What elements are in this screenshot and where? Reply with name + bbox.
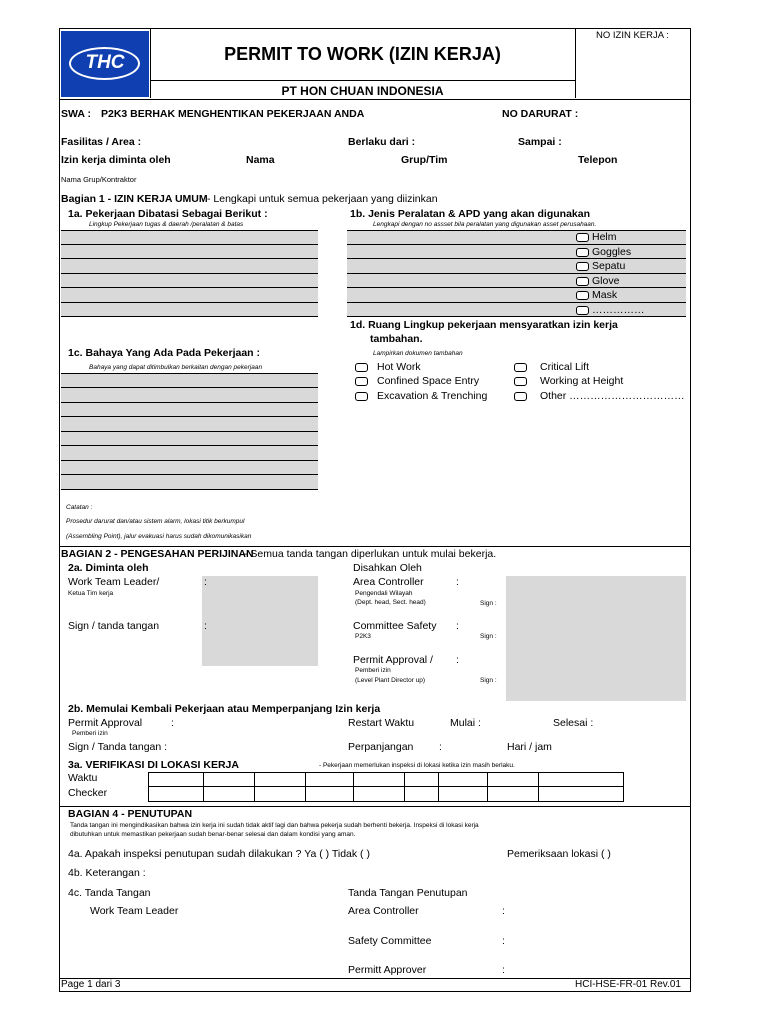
checker-label: Checker <box>68 787 108 799</box>
approval-sign-field[interactable] <box>506 576 686 701</box>
page-title: PERMIT TO WORK (IZIN KERJA) <box>224 44 501 64</box>
bagian4-desc-2: dibutuhkan untuk memastikan pekerjaan sudah benar-benar selesai dan dalam kondisi yang aman. <box>70 831 356 838</box>
helm-checkbox[interactable] <box>576 233 589 242</box>
sign-area: Sign : <box>480 600 497 607</box>
section-2a-title: 2a. Diminta oleh <box>68 562 149 574</box>
bagian4-title: BAGIAN 4 - PENUTUPAN <box>68 808 193 820</box>
work-team-leader-sub: Ketua Tim kerja <box>68 590 114 597</box>
work-team-leader-label: Work Team Leader/ <box>68 576 160 588</box>
apd-helm-label: Helm <box>592 231 617 243</box>
goggles-checkbox[interactable] <box>576 248 589 257</box>
section-2b-title: 2b. Memulai Kembali Pekerjaan atau Memperpanjang Izin kerja <box>68 703 381 715</box>
sepatu-checkbox[interactable] <box>576 262 589 271</box>
excavation-label: Excavation & Trenching <box>377 390 488 402</box>
waktu-label: Waktu <box>68 772 98 784</box>
question-4a: 4a. Apakah inspeksi penutupan sudah dilakukan ? Ya ( ) Tidak ( ) <box>68 848 370 860</box>
pemeriksaan-lokasi: Pemeriksaan lokasi ( ) <box>507 848 611 860</box>
catatan-line-2: (Assembling Point), jalur evakuasi harus sudah dikomunikasikan <box>66 533 252 540</box>
mulai-label: Mulai : <box>450 717 481 729</box>
closing-safety-committee: Safety Committee <box>348 935 432 947</box>
colon-7: : <box>439 741 442 753</box>
working-height-label: Working at Height <box>540 375 624 387</box>
area-controller-sub-2: (Dept. head, Sect. head) <box>355 599 426 606</box>
area-controller-label: Area Controller <box>353 576 424 588</box>
grup-label: Grup/Tim <box>401 154 448 166</box>
section-1c-note: Bahaya yang dapat ditimbulkan berkaitan dengan pekerjaan <box>89 364 263 371</box>
bagian1-desc: - Lengkapi untuk semua pekerjaan yang diizinkan <box>207 193 438 205</box>
confined-space-checkbox[interactable] <box>355 377 368 386</box>
apd-sepatu-label: Sepatu <box>592 260 626 272</box>
bagian1-title: Bagian 1 - IZIN KERJA UMUM <box>61 193 208 205</box>
nama-label: Nama <box>246 154 275 166</box>
permit-approval-sub-1: Pemberi izin <box>355 667 391 674</box>
sign-label: Sign / tanda tangan <box>68 620 160 632</box>
colon-3: : <box>456 576 459 588</box>
apd-glove-label: Glove <box>592 275 620 287</box>
document-code: HCI-HSE-FR-01 Rev.01 <box>575 979 681 990</box>
mask-checkbox[interactable] <box>576 291 589 300</box>
sign-safety: Sign : <box>480 633 497 640</box>
excavation-checkbox[interactable] <box>355 392 368 401</box>
section-1a-note: Lingkup Pekerjaan tugas & daerah /peralatan & batas <box>89 221 244 228</box>
other-apd-checkbox[interactable] <box>576 306 589 315</box>
sign-approval: Sign : <box>480 677 497 684</box>
apd-mask-label: Mask <box>592 289 618 301</box>
closing-area-controller: Area Controller <box>348 905 419 917</box>
section-1b-note: Lengkapi dengan no assset bila peralatan yang digunakan asset perusahaan. <box>373 221 597 228</box>
izin-diminta-label: Izin kerja diminta oleh <box>61 154 171 166</box>
critical-lift-label: Critical Lift <box>540 361 590 373</box>
other-permit-checkbox[interactable] <box>514 392 527 401</box>
question-4c: 4c. Tanda Tangan <box>68 887 151 899</box>
colon-4: : <box>456 620 459 632</box>
hari-jam-label: Hari / jam <box>507 741 552 753</box>
closing-permit-approver: Permitt Approver <box>348 964 427 976</box>
company-logo <box>61 31 149 97</box>
grup-kontraktor-label: Nama Grup/Kontraktor <box>61 175 137 184</box>
permit-approval-label: Permit Approval / <box>353 654 433 666</box>
selesai-label: Selesai : <box>553 717 594 729</box>
permit-approval-sub-2: (Level Plant Director up) <box>355 677 426 684</box>
colon-2: : <box>204 620 207 632</box>
colon-9: : <box>502 935 505 947</box>
colon-1: : <box>204 576 207 588</box>
section-1d-note: Lampirkan dokumen tambahan <box>373 350 463 357</box>
swa-label: SWA : <box>61 108 91 120</box>
verification-grid[interactable] <box>148 772 624 802</box>
swa-text: P2K3 BERHAK MENGHENTIKAN PEKERJAAN ANDA <box>101 108 365 120</box>
apd-other-label: …………… <box>592 304 645 316</box>
section-1c-title: 1c. Bahaya Yang Ada Pada Pekerjaan : <box>68 347 261 359</box>
hot-work-checkbox[interactable] <box>355 363 368 372</box>
page-number: Page 1 dari 3 <box>61 979 121 990</box>
hot-work-label: Hot Work <box>377 361 421 373</box>
restart-waktu-label: Restart Waktu <box>348 717 415 729</box>
closing-team-leader: Work Team Leader <box>90 905 179 917</box>
section-3a-note: - Pekerjaan memerlukan inspeksi di lokasi ketika izin masih berlaku. <box>319 762 515 769</box>
disahkan-label: Disahkan Oleh <box>353 562 422 574</box>
closing-sign-title: Tanda Tangan Penutupan <box>348 887 468 899</box>
colon-5: : <box>456 654 459 666</box>
logo-text: THC <box>85 52 125 73</box>
restart-sign-label: Sign / Tanda tangan : <box>68 741 168 753</box>
question-4b: 4b. Keterangan : <box>68 867 146 879</box>
restart-permit-approval: Permit Approval <box>68 717 143 729</box>
section-1d-title: 1d. Ruang Lingkup pekerjaan mensyaratkan izin kerja <box>350 319 618 331</box>
section-1d-title-2: tambahan. <box>370 333 423 345</box>
fasilitas-label: Fasilitas / Area : <box>61 136 142 148</box>
no-darurat: NO DARURAT : <box>502 108 579 120</box>
colon-6: : <box>171 717 174 729</box>
apd-goggles-label: Goggles <box>592 246 632 258</box>
area-controller-sub-1: Pengendali Wilayah <box>355 590 413 597</box>
colon-10: : <box>502 964 505 976</box>
section-1a-title: 1a. Pekerjaan Dibatasi Sebagai Berikut : <box>68 208 268 220</box>
glove-checkbox[interactable] <box>576 277 589 286</box>
bagian2-desc: - Semua tanda tangan diperlukan untuk mulai bekerja. <box>244 548 497 560</box>
berlaku-label: Berlaku dari : <box>348 136 416 148</box>
other-permit-label: Other …………………………… <box>540 390 685 402</box>
company-name: PT HON CHUAN INDONESIA <box>281 84 444 98</box>
colon-8: : <box>502 905 505 917</box>
critical-lift-checkbox[interactable] <box>514 363 527 372</box>
committee-safety-label: Committee Safety <box>353 620 437 632</box>
sampai-label: Sampai : <box>518 136 562 148</box>
section-3a-title: 3a. VERIFIKASI DI LOKASI KERJA <box>68 759 239 771</box>
no-izin-label: NO IZIN KERJA : <box>596 30 669 41</box>
bagian2-title: BAGIAN 2 - PENGESAHAN PERIJINAN <box>61 548 254 560</box>
team-leader-sign-field[interactable] <box>202 576 318 666</box>
section-1b-title: 1b. Jenis Peralatan & APD yang akan digunakan <box>350 208 591 220</box>
catatan-line-1: Prosedur darurat dan/atau sistem alarm, lokasi titik berkumpul <box>66 518 245 525</box>
bagian4-desc-1: Tanda tangan ini mengindikasikan bahwa izin kerja ini sudah tidak aktif lagi dan bahwa pekerja sudah berhenti bekerja. Inspeksi di lokasi kerja <box>70 822 479 829</box>
perpanjangan-label: Perpanjangan <box>348 741 414 753</box>
confined-space-label: Confined Space Entry <box>377 375 480 387</box>
committee-safety-sub: P2K3 <box>355 633 371 640</box>
catatan-label: Catatan : <box>66 504 93 511</box>
pemberi-izin-label: Pemberi izin <box>72 730 108 737</box>
telepon-label: Telepon <box>578 154 618 166</box>
working-height-checkbox[interactable] <box>514 377 527 386</box>
